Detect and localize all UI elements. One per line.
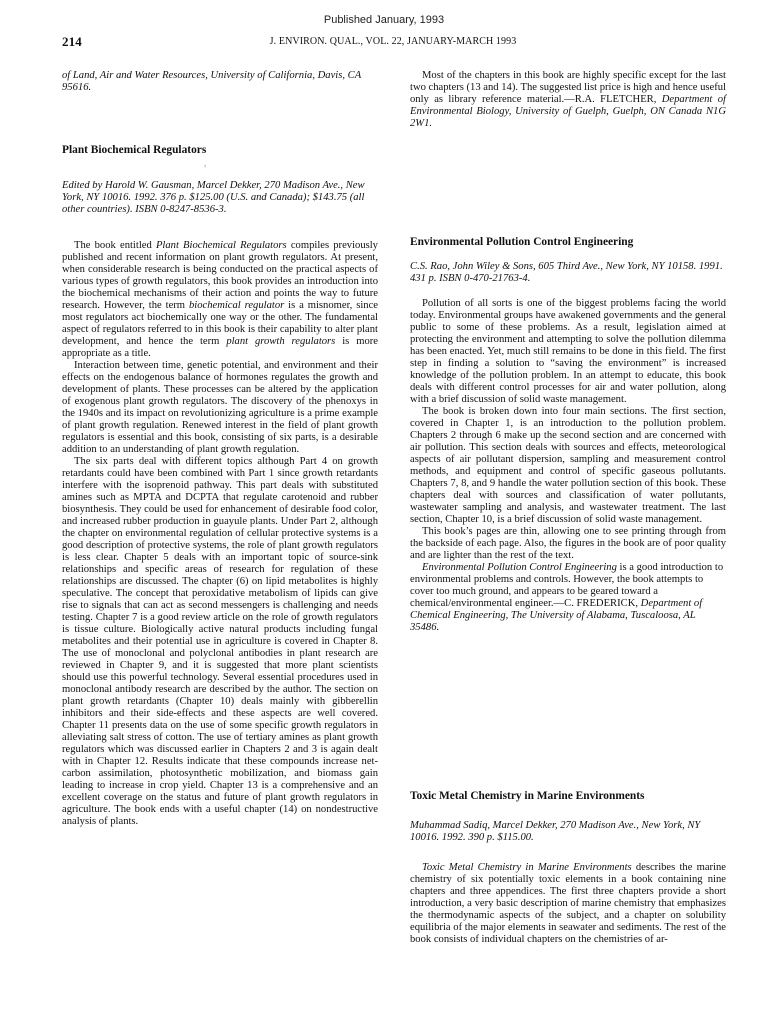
review1-title: Plant Biochemical Regulators	[62, 144, 207, 156]
journal-header: J. ENVIRON. QUAL., VOL. 22, JANUARY-MARCH 1993	[269, 36, 517, 47]
review3-title: Toxic Metal Chemistry in Marine Environments	[410, 790, 645, 802]
review1-para-1: The book entitled Plant Biochemical Regulators compiles previously published and recent information on plant growth regulators. At present, when considerable research is being conducted on the practical aspects of various types of growth regulators, this book provides an introduction into the biochemical mechanisms of their action and points the way to future research. However, the term biochemical regulator is a misnomer, since most regulators act biochemically one way or the other. The fundamental aspect of regulators referred to in this book is their capability to alter plant development, and hence the term plant growth regulators is more appropriate as a title.	[62, 240, 378, 359]
review1-para-2: Interaction between time, genetic potential, and environment and their effects on the endogenous balance of hormones regulates the growth and development of plants. These processes can be altered by the application of exogenous plant growth regulators. The discovery of the phenoxys in the 1940s and its impact on revolutionizing agriculture is a prime example of plant growth regulation. Renewed interest in the field of plant growth regulators is essential and this book, consisting of six parts, is a desirable addition to an understanding of plant growth regulation.	[62, 360, 378, 455]
publication-date: Published January, 1993	[323, 14, 445, 26]
review3-para-1: Toxic Metal Chemistry in Marine Environments describes the marine chemistry of six potentially toxic elements in a book containing nine chapters and three appendices. The first three chapters provide a short introduction, a very basic description of marine chemistry that emphasizes the thermodynamic aspects of the subject, and a chapter on solubility equilibria of the major elements in seawater and sediments. The rest of the book consists of individual chapters on the chemistries of ar-	[410, 862, 726, 945]
review1-para-3: The six parts deal with different topics although Part 4 on growth retardants could have been combined with Part 1 since growth retardants interfere with the isoprenoid pathway. This part deals with substituted amines such as MPTA and DCPTA that regulate carotenoid and rubber biosynthesis. They could be used for enhancement of desirable food color, and increased rubber production in guayule plants. Under Part 2, although the chapter on environmental regulation of cellular protective systems is a good description of protective systems, the role of plant growth regulators is less clear. Chapter 5 deals with an important topic of source-sink relationships and specific areas of research for regulation of these relationships are discussed. The chapter (6) on lipid metabolites is highly speculative. The concept that peroxidative metabolism of lipids can give rise to signals that can act as second messengers is challenging and needs testing. Chapter 7 is a good review article on the role of growth regulators is tissue culture. Biologically active natural products including fungal metabolites and their potential use in agriculture is covered in Chapter 8. The use of monoclonal and polyclonal antibodies in plant research are reviewed in Chapter 9, and it is suggested that more plant scientists should use this powerful technology. Several essential procedures used in monoclonal antibody research are described by the author. The section on plant growth retardants (Chapter 10) deals mainly with gibberellin inhibitors and their side-effects and these aspects are well covered. Chapter 11 presents data on the use of some specific growth regulators in alleviating salt stress of cotton. The use of tertiary amines as plant growth regulators which was discussed earlier in Chapters 2 and 3 is again dealt with in Chapter 12. Results indicate that these compounds increase net-carbon assimilation, photosynthetic mobilization, and biomass gain leading to increase in crop yield. Chapter 13 is a comprehensive and an excellent coverage on the status and future of plant growth regulators in agriculture. The book ends with a useful chapter (14) on nondestructive analysis of plants.	[62, 456, 378, 827]
review1-conclusion: Most of the chapters in this book are highly specific except for the last two chapters (13 and 14). The suggested list price is high and hence useful only as library reference material.—R.A. FLETCHER, Department of Environmental Biology, University of Guelph, Guelph, ON Canada N1G 2W1.	[410, 70, 726, 129]
reviewer-affiliation: Department of Chemical Engineering, The University of Alabama, Tuscaloosa, AL 35486.	[410, 598, 703, 633]
stray-mark: ,	[204, 158, 207, 168]
review1-citation: Edited by Harold W. Gausman, Marcel Dekker, 270 Madison Ave., New York, NY 10016. 1992. 376 p. $125.00 (U.S. and Canada); $143.75 (all other countries). ISBN 0-8247-8536-3.	[62, 180, 365, 215]
review1-body	[62, 240, 378, 828]
review2-para-2: The book is broken down into four main sections. The first section, covered in Chapter 1, is an introduction to the pollution problem. Chapters 2 through 6 make up the second section and are concerned with air pollution. This section deals with sources and effects, meteorological aspects of air pollutant dispersion, sampling and measurement control methods, and equipment and control of specific gaseous pollutants. Chapters 7, 8, and 9 handle the water pollution section of this book. These chapters deal with sources and classification of water pollutants, wastewater sampling and analysis, and wastewater treatment. The last section, Chapter 10, is a brief discussion of solid waste management.	[410, 406, 726, 525]
affiliation-tail: of Land, Air and Water Resources, University of California, Davis, CA 95616.	[62, 70, 361, 93]
review2-para-1: Pollution of all sorts is one of the biggest problems facing the world today. Environmental groups have awakened governments and the general public to some of these problems. As a result, legislation aimed at protecting the environment and attempting to solve the pollution dilemma has been enacted. Yet, much still remains to be done in this field. The first step in finding a solution to “saving the environment” is increased knowledge of the pollution problem. In an attempt to educate, this book deals with different control processes for air and water pollution, along with a brief discussion of solid waste management.	[410, 298, 726, 405]
review2-para-3: This book’s pages are thin, allowing one to see printing through from the backside of each page. Also, the figures in the book are of poor quality and are lighter than the rest of the text.	[410, 526, 726, 561]
reviewer-affiliation: Department of Environmental Biology, University of Guelph, Guelph, ON Canada N1G 2W1.	[410, 94, 726, 129]
page-number: 214	[62, 34, 82, 49]
review2-title: Environmental Pollution Control Engineering	[410, 236, 634, 248]
review2-citation: C.S. Rao, John Wiley & Sons, 605 Third Ave., New York, NY 10158. 1991. 431 p. ISBN 0-470-21763-4.	[410, 261, 723, 284]
review2-para-4: Environmental Pollution Control Engineering is a good introduction to environmental problems and controls. However, the book attempts to cover too much ground, and appears to be geared toward a chemical/environmental engineer.—C. FREDERICK, Department of Chemical Engineering, The University of Alabama, Tuscaloosa, AL 35486.	[410, 562, 724, 633]
running-head	[62, 36, 724, 52]
review2-body	[410, 298, 726, 634]
review3-body	[410, 862, 726, 946]
review3-citation: Muhammad Sadiq, Marcel Dekker, 270 Madison Ave., New York, NY 10016. 1992. 390 p. $115.00.	[410, 820, 701, 843]
